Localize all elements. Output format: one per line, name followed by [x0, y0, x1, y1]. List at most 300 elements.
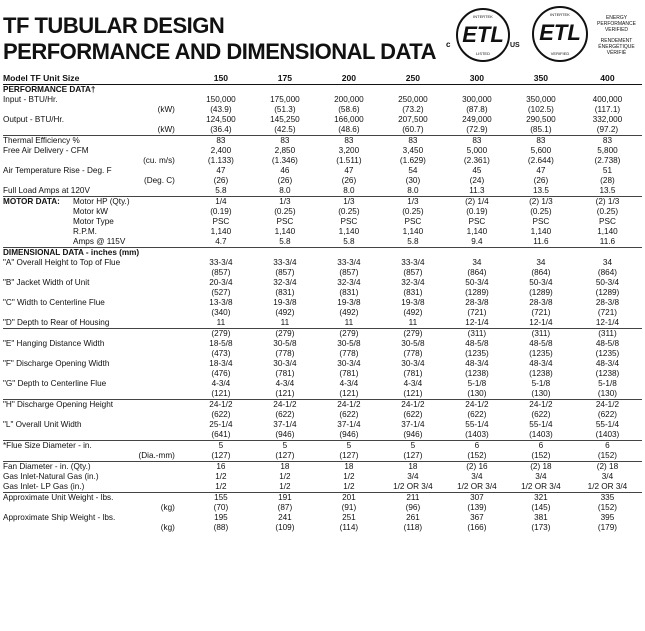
value-cell: (622) [467, 410, 487, 419]
value-cell: (2) 16 [445, 462, 509, 473]
table-row [3, 339, 642, 349]
value-cell: 55-1/4 [465, 420, 489, 429]
value-cell: 6 [573, 441, 642, 452]
value-cell: 47 [536, 166, 546, 175]
value-cell: 3/4 [471, 472, 483, 481]
value-cell: (121) [275, 389, 295, 398]
value-cell: 46 [280, 166, 290, 175]
value-cell: (0.25) [596, 207, 619, 216]
value-cell: 4-3/4 [339, 379, 359, 388]
row-label [3, 369, 189, 379]
value-cell: (622) [211, 410, 231, 419]
value-cell: (70) [213, 503, 229, 512]
logo1-ring-top: INTERTEK [473, 14, 493, 19]
value-cell: (127) [403, 451, 423, 460]
value-cell: 13-3/8 [209, 298, 233, 307]
row-label: *Flue Size Diameter - in. [3, 441, 189, 452]
value-cell: 201 [317, 493, 381, 504]
value-cell: 24-1/2 [253, 400, 317, 411]
value-cell: 249,000 [462, 115, 492, 124]
value-cell: (1238) [529, 369, 553, 378]
table-row [3, 136, 642, 147]
value-cell: 12-1/4 [529, 318, 553, 327]
value-cell: (946) [403, 430, 423, 439]
spec-table-body [3, 72, 642, 533]
value-cell: 1,140 [338, 227, 360, 236]
value-cell: 5 [189, 441, 253, 452]
value-cell: (30) [405, 176, 421, 185]
value-cell: 5 [317, 441, 381, 452]
canada-mark: c [446, 40, 451, 49]
value-cell: 48-5/8 [595, 339, 620, 348]
value-cell: 33-3/4 [337, 258, 361, 267]
row-label: Free Air Delivery - CFM [3, 146, 89, 155]
value-cell: 1/2 OR 3/4 [521, 482, 561, 491]
value-cell: 4-3/4 [211, 379, 231, 388]
value-cell: 11.3 [469, 186, 485, 195]
value-cell: (946) [339, 430, 359, 439]
section-title: DIMENSIONAL DATA - inches (mm) [3, 248, 642, 259]
value-cell: 48-3/4 [529, 359, 553, 368]
value-cell: 55-1/4 [529, 420, 553, 429]
row-unit-label: (kW) [157, 105, 175, 114]
value-cell: 18-5/8 [209, 339, 233, 348]
value-cell: (311) [573, 329, 642, 340]
value-cell: 37-1/4 [273, 420, 297, 429]
value-cell: (28) [600, 176, 615, 185]
value-cell: PSC [468, 217, 486, 226]
value-cell: (118) [403, 523, 423, 532]
value-cell: (831) [339, 288, 359, 297]
value-cell: (117.1) [594, 105, 621, 114]
table-row [3, 472, 642, 482]
value-cell: (781) [275, 369, 295, 378]
table-row [3, 217, 642, 227]
value-cell: 83 [253, 136, 317, 147]
value-cell: (96) [405, 503, 421, 512]
value-cell: (476) [211, 369, 231, 378]
value-cell: (1238) [465, 369, 489, 378]
value-cell: (622) [275, 410, 295, 419]
value-cell: (311) [445, 329, 509, 340]
value-cell: 30-3/4 [273, 359, 297, 368]
energy-verified-text: ENERGY PERFORMANCE VERIFIED [597, 15, 636, 33]
value-cell: (130) [597, 389, 618, 398]
value-cell: PSC [599, 217, 616, 226]
value-cell: (0.25) [338, 207, 360, 216]
value-cell: 145,250 [270, 115, 300, 124]
value-cell: 28-3/8 [465, 298, 489, 307]
value-cell: (1403) [465, 430, 489, 439]
logo1-mark: ETL [462, 22, 504, 47]
value-cell: 5.8 [407, 237, 419, 246]
row-unit-label: (cu. m/s) [143, 156, 175, 165]
motor-label-cell [3, 207, 189, 217]
value-cell: 3,450 [402, 146, 424, 155]
value-cell: 5 [253, 441, 317, 452]
value-cell: 250,000 [398, 95, 428, 104]
row-unit-label: (Dia.-mm) [138, 451, 175, 460]
value-cell: 16 [189, 462, 253, 473]
value-cell: (127) [275, 451, 295, 460]
value-cell: (1235) [595, 349, 620, 358]
row-label: "E" Hanging Distance Width [3, 339, 105, 348]
value-cell: 83 [573, 136, 642, 147]
value-cell: (622) [403, 410, 423, 419]
value-cell: 1/2 OR 3/4 [393, 482, 433, 491]
row-label: Air Temperature Rise - Deg. F [3, 166, 112, 175]
row-label: Approximate Ship Weight - lbs. [3, 513, 116, 522]
value-cell: (622) [339, 410, 359, 419]
table-row [3, 462, 642, 473]
value-cell: 350,000 [526, 95, 556, 104]
value-cell: (130) [531, 389, 551, 398]
table-row [3, 237, 642, 248]
value-cell: 48-5/8 [529, 339, 553, 348]
value-cell: (97.2) [596, 125, 619, 134]
value-cell: (26) [533, 176, 549, 185]
motor-sub-label: Motor Type [73, 217, 114, 226]
value-cell: 1/3 [381, 197, 445, 208]
value-cell: 11 [408, 318, 418, 327]
value-cell: 395 [600, 513, 615, 522]
value-cell: (1235) [529, 349, 553, 358]
value-cell: 37-1/4 [337, 420, 361, 429]
value-cell: 5-1/8 [467, 379, 487, 388]
table-row [3, 278, 642, 288]
value-cell: 83 [189, 136, 253, 147]
value-cell: (1.629) [399, 156, 426, 165]
value-cell: 3/4 [601, 472, 614, 481]
value-cell: (279) [253, 329, 317, 340]
value-cell: 20-3/4 [209, 278, 233, 287]
value-cell: (109) [275, 523, 295, 532]
table-row [3, 482, 642, 493]
value-cell: 50-3/4 [595, 278, 620, 287]
value-cell: (0.25) [402, 207, 424, 216]
value-cell: 34 [472, 258, 482, 267]
value-cell: 1/2 [279, 482, 291, 491]
table-row [3, 115, 642, 125]
table-row [3, 207, 642, 217]
row-label: "A" Overall Height to Top of Flue [3, 258, 121, 267]
value-cell: 381 [534, 513, 548, 522]
value-cell: 2,400 [210, 146, 232, 155]
motor-section-label: MOTOR DATA: [3, 197, 60, 206]
row-label [3, 410, 189, 420]
value-cell: 34 [602, 258, 612, 267]
row-label [3, 329, 189, 340]
row-label: Input - BTU/Hr. [3, 95, 58, 104]
table-row [3, 523, 642, 533]
value-cell: 5,800 [597, 146, 618, 155]
table-header-row [3, 72, 642, 85]
value-cell: (946) [275, 430, 295, 439]
value-cell: PSC [276, 217, 294, 226]
value-cell: (2) 1/3 [509, 197, 573, 208]
value-cell: (173) [531, 523, 551, 532]
value-cell: 83 [317, 136, 381, 147]
value-cell: (121) [339, 389, 359, 398]
value-cell: 19-3/8 [401, 298, 425, 307]
table-row [3, 176, 642, 186]
value-cell: PSC [404, 217, 422, 226]
value-cell: 48-5/8 [465, 339, 489, 348]
table-row [3, 369, 642, 379]
value-cell: 1,140 [597, 227, 618, 236]
value-cell: 12-1/4 [465, 318, 489, 327]
value-cell: (857) [339, 268, 359, 277]
value-cell: (622) [531, 410, 551, 419]
motor-label-cell [3, 237, 189, 248]
value-cell: (1.346) [271, 156, 298, 165]
value-cell: 8.0 [343, 186, 355, 195]
value-cell: 1/2 [279, 472, 291, 481]
value-cell: 1/2 OR 3/4 [457, 482, 497, 491]
value-cell: 1,140 [402, 227, 424, 236]
value-cell: (527) [211, 288, 231, 297]
value-cell: (42.5) [274, 125, 296, 134]
table-row [3, 288, 642, 298]
value-cell: (1403) [595, 430, 620, 439]
value-cell: (145) [531, 503, 551, 512]
value-cell: (473) [211, 349, 231, 358]
value-cell: 28-3/8 [529, 298, 553, 307]
value-cell: 211 [381, 493, 445, 504]
certification-logos [446, 6, 645, 66]
value-cell: (0.19) [466, 207, 488, 216]
value-cell: (1289) [595, 288, 620, 297]
value-cell: 1/2 [215, 482, 227, 491]
value-cell: (152) [597, 503, 618, 512]
value-cell: (1.133) [207, 156, 234, 165]
value-cell: (721) [531, 308, 551, 317]
value-cell: (781) [403, 369, 423, 378]
value-cell: (492) [403, 308, 423, 317]
value-cell: 5.8 [279, 237, 291, 246]
value-cell: 37-1/4 [401, 420, 425, 429]
value-cell: 332,000 [592, 115, 623, 124]
value-cell: (51.3) [274, 105, 296, 114]
value-cell: (857) [403, 268, 423, 277]
value-cell: 1/3 [253, 197, 317, 208]
row-unit-label: (Deg. C) [143, 176, 175, 185]
value-cell: 4-3/4 [403, 379, 423, 388]
header-size: 350 [509, 72, 573, 85]
value-cell: 18 [253, 462, 317, 473]
header-size: 175 [253, 72, 317, 85]
value-cell: 207,500 [398, 115, 428, 124]
table-row [3, 329, 642, 340]
value-cell: (0.25) [530, 207, 552, 216]
table-row [3, 258, 642, 268]
value-cell: (152) [531, 451, 551, 460]
value-cell: 30-3/4 [401, 359, 425, 368]
value-cell: 48-3/4 [595, 359, 620, 368]
value-cell: (102.5) [527, 105, 554, 114]
value-cell: (781) [339, 369, 359, 378]
table-row [3, 197, 642, 208]
table-row [3, 493, 642, 504]
row-label [3, 288, 189, 298]
value-cell: 24-1/2 [445, 400, 509, 411]
value-cell: 5-1/8 [598, 379, 617, 388]
value-cell: (2) 1/4 [445, 197, 509, 208]
value-cell: (36.4) [210, 125, 232, 134]
value-cell: 11.6 [599, 237, 616, 246]
value-cell: (622) [597, 410, 618, 419]
value-cell: 155 [189, 493, 253, 504]
row-label [3, 349, 189, 359]
value-cell: 47 [216, 166, 226, 175]
value-cell: (127) [211, 451, 231, 460]
value-cell: 11.6 [533, 237, 549, 246]
value-cell: (179) [597, 523, 618, 532]
value-cell: 18 [317, 462, 381, 473]
value-cell: 3/4 [407, 472, 419, 481]
value-cell: 400,000 [592, 95, 623, 104]
us-mark: US [510, 42, 520, 49]
motor-label-cell [3, 217, 189, 227]
value-cell: 83 [509, 136, 573, 147]
value-cell: 24-1/2 [189, 400, 253, 411]
rendement-verifie-text: RENDEMENT ÉNERGÉTIQUE VÉRIFIÉ [598, 38, 635, 56]
value-cell: 30-5/8 [273, 339, 297, 348]
table-row [3, 308, 642, 318]
value-cell: 5-1/8 [531, 379, 551, 388]
value-cell: 50-3/4 [465, 278, 489, 287]
table-row [3, 389, 642, 400]
value-cell: 5.8 [343, 237, 355, 246]
value-cell: 11 [216, 318, 226, 327]
row-label: "C" Width to Centerline Flue [3, 298, 105, 307]
value-cell: (279) [317, 329, 381, 340]
row-label: Gas Inlet- LP Gas (in.) [3, 482, 85, 491]
value-cell: (85.1) [530, 125, 552, 134]
header-size: 250 [381, 72, 445, 85]
value-cell: 4-3/4 [275, 379, 295, 388]
value-cell: (72.9) [466, 125, 488, 134]
value-cell: 1,140 [530, 227, 552, 236]
value-cell: 1/3 [317, 197, 381, 208]
spec-table [3, 72, 642, 533]
value-cell: (48.6) [338, 125, 360, 134]
value-cell: (1289) [529, 288, 553, 297]
row-label: Thermal Efficiency % [3, 136, 189, 147]
value-cell: 251 [342, 513, 356, 522]
value-cell: 13.5 [532, 186, 549, 195]
value-cell: 18 [381, 462, 445, 473]
value-cell: 33-3/4 [209, 258, 233, 267]
value-cell: (0.19) [210, 207, 232, 216]
value-cell: 367 [470, 513, 484, 522]
value-cell: PSC [212, 217, 230, 226]
value-cell: (114) [339, 523, 359, 532]
value-cell: (1289) [465, 288, 489, 297]
value-cell: (121) [211, 389, 231, 398]
section-row [3, 248, 642, 259]
value-cell: 6 [509, 441, 573, 452]
value-cell: 8.0 [407, 186, 419, 195]
table-row [3, 156, 642, 166]
value-cell: 55-1/4 [595, 420, 620, 429]
value-cell: (26) [277, 176, 293, 185]
value-cell: 54 [408, 166, 418, 175]
value-cell: (721) [467, 308, 487, 317]
value-cell: 321 [509, 493, 573, 504]
table-row [3, 298, 642, 308]
motor-sub-label: Motor kW [73, 207, 109, 216]
value-cell: (152) [597, 451, 618, 460]
section-title: PERFORMANCE DATA† [3, 85, 96, 94]
value-cell: (127) [339, 451, 359, 460]
table-row [3, 503, 642, 513]
value-cell: (60.7) [402, 125, 424, 134]
table-row [3, 441, 642, 452]
value-cell: 12-1/4 [595, 318, 620, 327]
value-cell: (311) [509, 329, 573, 340]
value-cell: 47 [344, 166, 354, 175]
row-unit-label: (kg) [160, 523, 175, 532]
value-cell: (91) [341, 503, 357, 512]
value-cell: 261 [406, 513, 420, 522]
value-cell: 1,140 [466, 227, 488, 236]
value-cell: 19-3/8 [337, 298, 361, 307]
value-cell: (492) [275, 308, 295, 317]
value-cell: (2.644) [527, 156, 554, 165]
value-cell: 8.0 [279, 186, 291, 195]
value-cell: 1/4 [189, 197, 253, 208]
value-cell: (2) 1/3 [573, 197, 642, 208]
table-row [3, 105, 642, 115]
value-cell: 200,000 [334, 95, 364, 104]
value-cell: 290,500 [526, 115, 556, 124]
logo2-ring-bottom: VERIFIED [550, 51, 570, 56]
value-cell: 24-1/2 [381, 400, 445, 411]
value-cell: (2.361) [463, 156, 490, 165]
row-label [3, 268, 189, 278]
value-cell: (778) [403, 349, 423, 358]
row-label [3, 389, 189, 400]
value-cell: 5.8 [215, 186, 227, 195]
value-cell: 1/2 [343, 472, 355, 481]
value-cell: 33-3/4 [273, 258, 297, 267]
value-cell: (857) [211, 268, 231, 277]
value-cell: 241 [278, 513, 292, 522]
value-cell: 11 [344, 318, 354, 327]
value-cell: (87) [277, 503, 293, 512]
table-row [3, 95, 642, 105]
row-unit-label: (kW) [157, 125, 175, 134]
value-cell: 191 [253, 493, 317, 504]
value-cell: 32-3/4 [401, 278, 425, 287]
value-cell: 175,000 [270, 95, 300, 104]
value-cell: 1/2 OR 3/4 [587, 482, 628, 491]
row-label: "B" Jacket Width of Unit [3, 278, 90, 287]
value-cell: (831) [403, 288, 423, 297]
value-cell: 25-1/4 [209, 420, 233, 429]
value-cell: (864) [597, 268, 618, 277]
value-cell: (166) [467, 523, 487, 532]
value-cell: 5 [381, 441, 445, 452]
value-cell: 18-3/4 [209, 359, 233, 368]
logo2-mark: ETL [539, 20, 581, 45]
value-cell: (864) [467, 268, 487, 277]
etl-listed-logo [456, 8, 510, 62]
table-row [3, 359, 642, 369]
header-label: Model TF Unit Size [3, 72, 189, 85]
value-cell: 195 [214, 513, 228, 522]
